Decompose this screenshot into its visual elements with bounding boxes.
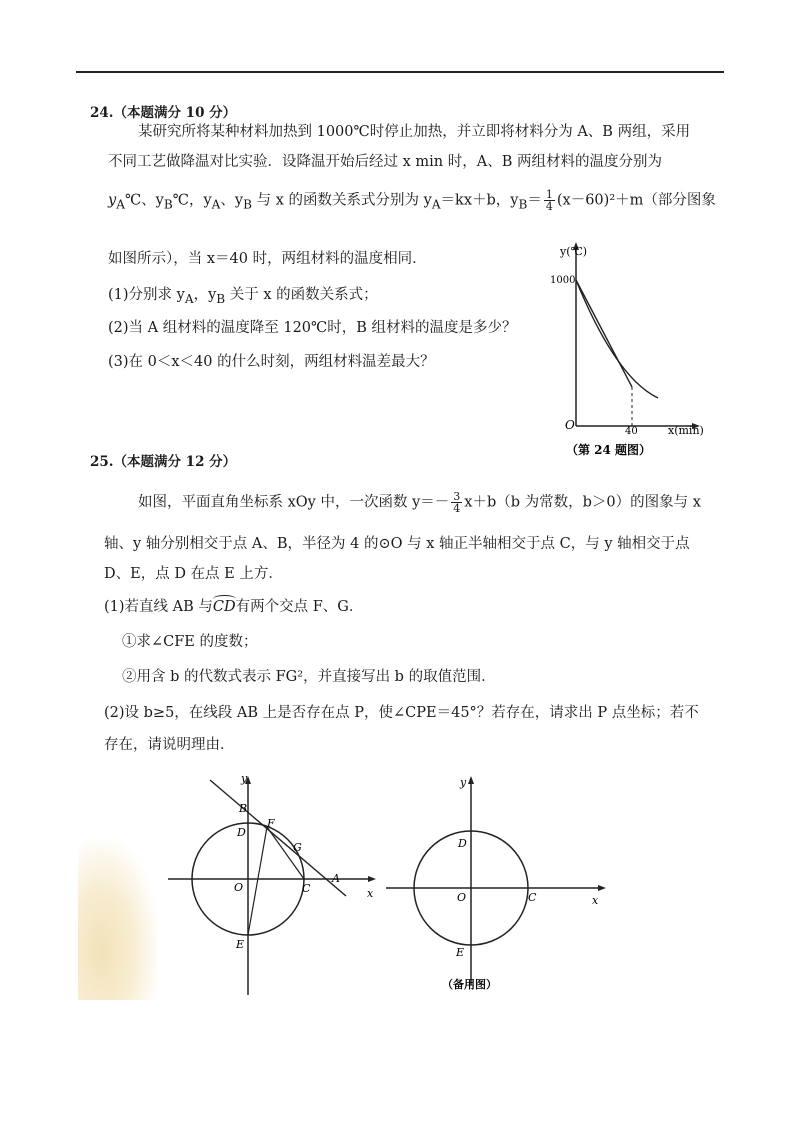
q24-line3: $y_A℃$、$y_B℃$，$y_A$、$y_B$ 与 x 的函数关系式分别为 $y_A=kx+b$，$y_B=$ $\frac{1}{4}$ (x－60)²＋m（部分图象: [108, 188, 716, 213]
q24-part1: (1)分别求 $y_A$，$y_B$ 关于 x 的函数关系式；: [108, 287, 378, 306]
label-e: E: [456, 946, 465, 959]
q25-line1: 如图，平面直角坐标系 xOy 中，一次函数 y＝－ $\frac{3}{4}$ x＋b（b 为常数，b＞0）的图象与 x: [138, 490, 701, 515]
x-axis-arrow: [598, 885, 606, 891]
q25-figure-backup: [380, 770, 610, 1000]
label-x: x: [592, 894, 599, 907]
q24-caption: （第 24 题图）: [566, 443, 652, 457]
q24-header: 24.（本题满分 10 分）: [90, 105, 237, 121]
label-f: F: [267, 817, 275, 830]
label-c: C: [528, 891, 537, 904]
label-y: y: [460, 776, 467, 789]
label-d: D: [237, 826, 246, 839]
label-a: A: [332, 872, 340, 885]
y-axis-label: y(℃): [560, 245, 588, 258]
segment-fe: [248, 827, 267, 935]
label-c: C: [302, 882, 311, 895]
q25-part1: (1)若直线 AB 与 CD有两个交点 F、G．: [104, 597, 363, 617]
q25-part2: (2)设 b≥5，在线段 AB 上是否存在点 P，使∠CPE＝45°？若存在，请求出 P 点坐标；若不: [104, 705, 699, 721]
x-axis-label: x(min): [668, 424, 704, 437]
label-d: D: [458, 837, 467, 850]
q24-line1: 某研究所将某种材料加热到 1000℃时停止加热，并立即将材料分为 A、B 两组，采用: [138, 124, 691, 140]
curve-yB: [576, 280, 658, 398]
paper-stain: [78, 840, 158, 1000]
fraction-one-quarter: $\frac{1}{4}$: [545, 188, 553, 213]
label-o: O: [234, 881, 244, 894]
q24-part3: (3)在 0＜x＜40 的什么时刻，两组材料温差最大？: [108, 354, 435, 370]
origin-label: O: [565, 418, 575, 432]
q25-part1-ii: ②用含 b 的代数式表示 FG²，并直接写出 b 的取值范围．: [122, 669, 496, 685]
q25-line2: 轴、y 轴分别相交于点 A、B，半径为 4 的⊙O 与 x 轴正半轴相交于点 C，与 y 轴相交于点: [104, 536, 690, 552]
line-yA: [576, 280, 632, 387]
q24-graph: [530, 236, 720, 462]
q25-figure-main: [160, 770, 390, 1000]
label-b: B: [239, 802, 248, 815]
x-axis-arrow: [368, 876, 376, 882]
q24-part2: (2)当 A 组材料的温度降至 120℃时，B 组材料的温度是多少？: [108, 320, 517, 336]
label-e: E: [236, 938, 245, 951]
label-x: x: [367, 887, 374, 900]
q24-line2: 不同工艺做降温对比实验．设降温开始后经过 x min 时，A、B 两组材料的温度分别为: [108, 154, 662, 170]
q25-part1-i: ①求∠CFE 的度数；: [122, 634, 258, 650]
q25-line3: D、E，点 D 在点 E 上方．: [104, 566, 283, 582]
label-y: y: [241, 772, 248, 785]
q25-header: 25.（本题满分 12 分）: [90, 454, 237, 470]
fraction-three-quarters: $\frac{3}{4}$: [453, 490, 461, 515]
q24-line4: 如图所示），当 x＝40 时，两组材料的温度相同．: [108, 251, 427, 267]
y-axis-arrow: [468, 776, 474, 784]
label-o: O: [457, 891, 467, 904]
x-tick-40: 40: [625, 426, 638, 437]
arc-cd: CD: [213, 597, 236, 617]
y-tick-1000: 1000: [550, 275, 576, 286]
backup-caption: （备用图）: [442, 978, 497, 991]
top-rule: [76, 71, 724, 73]
label-g: G: [293, 841, 302, 854]
q25-part2-cont: 存在，请说明理由．: [104, 737, 235, 753]
